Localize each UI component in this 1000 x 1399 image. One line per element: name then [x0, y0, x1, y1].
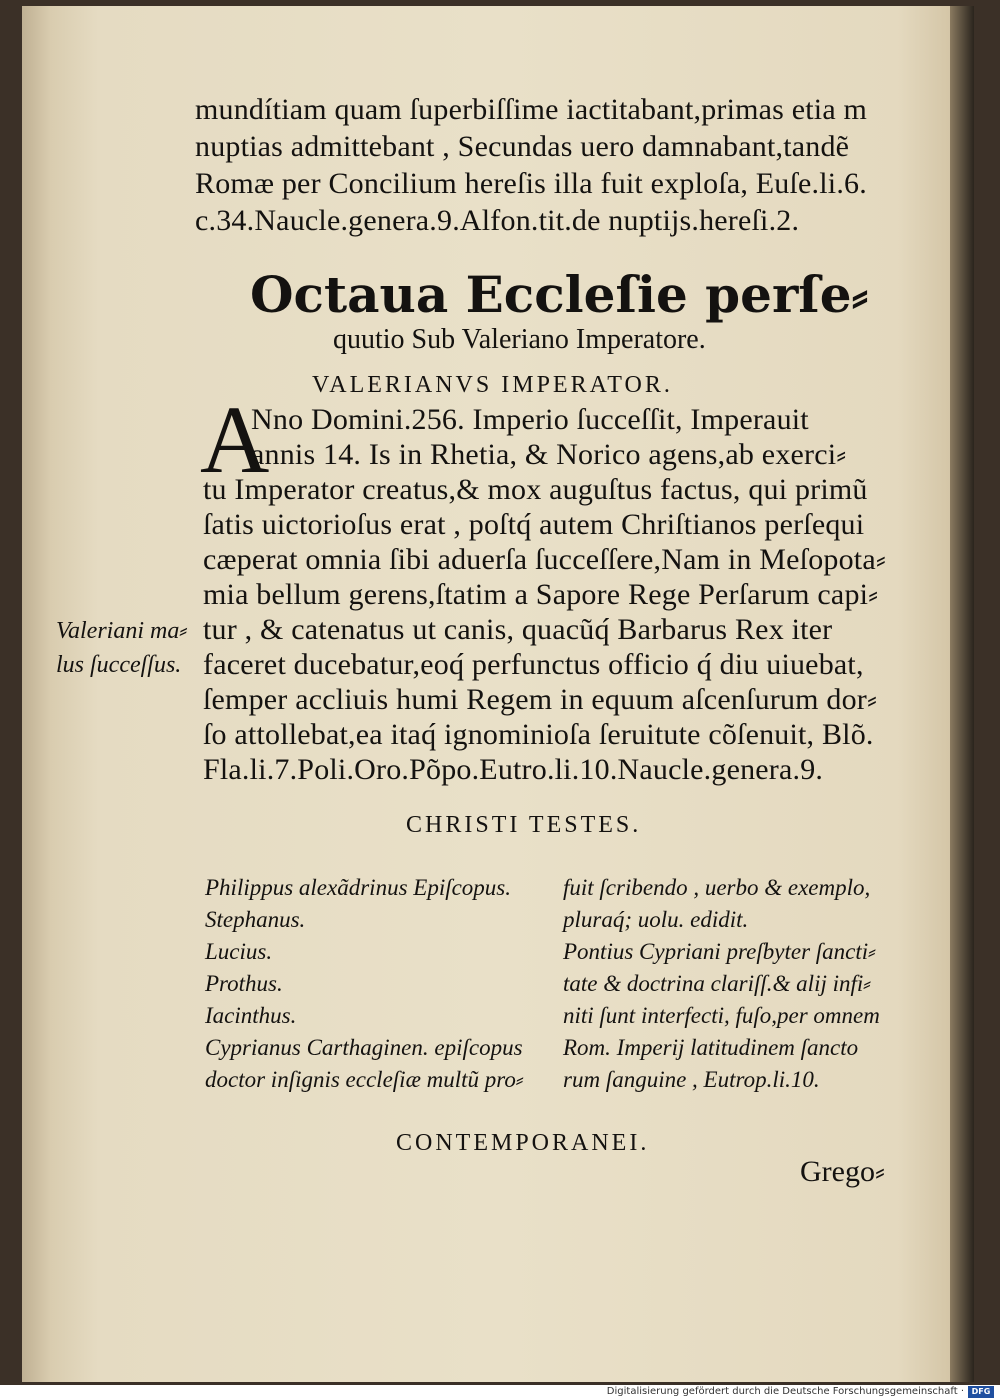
chapter-subheading: quutio Sub Valeriano Imperatore. — [333, 324, 706, 355]
margin-note-line: lus ſucceſſus. — [56, 652, 182, 678]
margin-note-line: Valeriani ma⸗ — [56, 618, 188, 644]
contemporaries-heading: CONTEMPORANEI. — [396, 1130, 650, 1156]
text-line: Romæ per Concilium hereſis illa fuit exploſa, Euſe.li.6. — [195, 167, 867, 200]
list-item: tate & doctrina clariſſ.& alij infi⸗ — [563, 971, 871, 996]
footer-bar — [0, 1385, 1000, 1399]
page-edge — [950, 6, 974, 1382]
list-item: Stephanus. — [205, 907, 306, 932]
text-line: nuptias admittebant , Secundas uero damnabant,tandẽ — [195, 130, 850, 163]
list-item: niti ſunt interfecti, fuſo,per omnem — [563, 1003, 880, 1028]
text-line: ſatis uictorioſus erat , poſtq́ autem Chriſtianos perſequi — [203, 508, 865, 541]
text-line: cæperat omnia ſibi aduerſa ſucceſſere,Nam in Meſopota⸗ — [203, 543, 887, 576]
list-item: Pontius Cypriani preſbyter ſancti⸗ — [563, 939, 876, 964]
text-line: ſo attollebat,ea itaq́ ignominioſa ſeruitute cõſenuit, Blõ. — [203, 718, 874, 751]
list-item: fuit ſcribendo , uerbo & exemplo, — [563, 875, 871, 900]
list-item: Philippus alexãdrinus Epiſcopus. — [205, 875, 512, 900]
text-line: ſemper accliuis humi Regem in equum aſcenſurum dor⸗ — [203, 683, 878, 716]
text-line: annis 14. Is in Rhetia, & Norico agens,ab exerci⸗ — [251, 438, 847, 471]
dfg-logo-icon[interactable]: DFG — [968, 1386, 994, 1398]
witnesses-right-column — [563, 872, 880, 1096]
text-line: tur , & catenatus ut canis, quacũq́ Barbarus Rex iter — [203, 613, 833, 646]
text-line: mundítiam quam ſuperbiſſime iactitabant,primas etia m — [195, 93, 868, 126]
list-item: pluraq́; uolu. edidit. — [563, 907, 749, 932]
text-line: tu Imperator creatus,& mox auguſtus factus, qui primũ — [203, 473, 868, 506]
list-item: Lucius. — [205, 939, 273, 964]
text-line: faceret ducebatur,eoq́ perfunctus officio q́ diu uiuebat, — [203, 648, 864, 681]
list-item: Rom. Imperij latitudinem ſancto — [563, 1035, 859, 1060]
footer-text: Digitalisierung gefördert durch die Deutsche Forschungsgemeinschaft · — [606, 1386, 964, 1397]
text-line: c.34.Naucle.genera.9.Alfon.tit.de nuptijs.hereſi.2. — [195, 204, 800, 237]
chapter-heading: Octaua Eccleſie perſe⸗ — [250, 265, 869, 324]
list-item: doctor inſignis eccleſiæ multũ pro⸗ — [205, 1067, 524, 1092]
section-heading: VALERIANVS IMPERATOR. — [312, 372, 673, 398]
witnesses-heading: CHRISTI TESTES. — [406, 812, 642, 838]
list-item: Cyprianus Carthaginen. epiſcopus — [205, 1035, 523, 1060]
text-line: Fla.li.7.Poli.Oro.Põpo.Eutro.li.10.Naucle.genera.9. — [203, 753, 824, 786]
list-item: Prothus. — [205, 971, 283, 996]
text-line: mia bellum gerens,ſtatim a Sapore Rege Perſarum capi⸗ — [203, 578, 879, 611]
catchword: Grego⸗ — [800, 1155, 885, 1188]
list-item: Iacinthus. — [205, 1003, 297, 1028]
text-line: Nno Domini.256. Imperio ſucceſſit, Imperauit — [251, 403, 809, 436]
list-item: rum ſanguine , Eutrop.li.10. — [563, 1067, 820, 1092]
witnesses-left-column — [205, 872, 524, 1096]
drop-cap: A — [200, 386, 270, 493]
